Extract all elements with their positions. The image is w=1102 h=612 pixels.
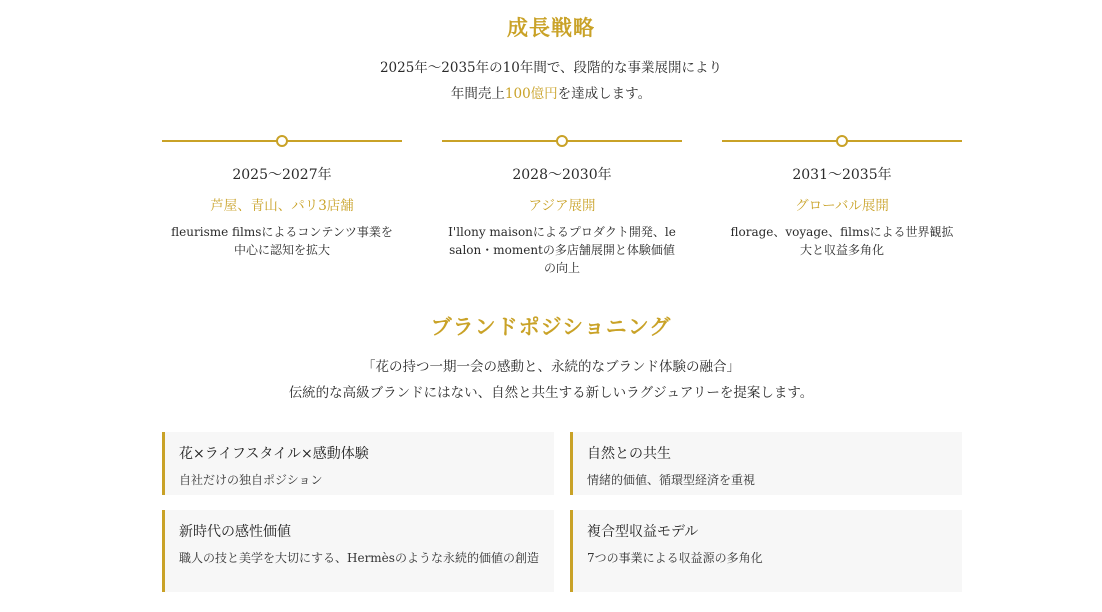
card-description: 情緒的価値、循環型経済を重視 (587, 473, 756, 487)
card-title: 花×ライフスタイル×感動体験 (179, 446, 369, 462)
timeline-dot-icon (276, 135, 288, 147)
phase-description: fleurisme filmsによるコンテンツ事業を中心に認知を拡大 (171, 225, 393, 257)
phase-description: I'llony maisonによるプロダクト開発、le salon・momentの多店舗展開と体験価値の向上 (448, 225, 676, 275)
phase-title: グローバル展開 (795, 198, 889, 214)
positioning-card-1 (162, 432, 554, 495)
revenue-target-highlight: 100億円 (504, 86, 558, 102)
growth-intro-line2 (0, 81, 1102, 107)
timeline-dot-icon (556, 135, 568, 147)
phase-2 (442, 134, 682, 277)
brand-positioning-title: ブランドポジショニング (430, 314, 672, 339)
card-description: 自社だけの独自ポジション (179, 473, 323, 487)
phase-description: florage、voyage、filmsによる世界観拡大と収益多角化 (730, 225, 954, 257)
card-description: 職人の技と美学を大切にする、Hermèsのような永続的価値の創造 (179, 551, 539, 565)
intro-line2-prefix: 年間売上 (450, 86, 505, 102)
timeline-line (722, 134, 962, 148)
timeline-dot-icon (836, 135, 848, 147)
phase-title: 芦屋、青山、パリ3店舗 (210, 198, 354, 214)
positioning-statement: 伝統的な高級ブランドにはない、自然と共生する新しいラグジュアリーを提案します。 (288, 385, 814, 401)
timeline-line (442, 134, 682, 148)
positioning-quote: 「花の持つ一期一会の感動と、永続的なブランド体験の融合」 (362, 359, 740, 375)
phase-years: 2031〜2035年 (792, 167, 892, 183)
card-title: 自然との共生 (587, 446, 671, 462)
growth-intro (0, 55, 1102, 107)
positioning-card-4 (570, 510, 962, 592)
positioning-card-2 (570, 432, 962, 495)
phase-years: 2028〜2030年 (512, 167, 612, 183)
card-description: 7つの事業による収益源の多角化 (587, 551, 763, 565)
phase-years: 2025〜2027年 (232, 167, 332, 183)
phase-title: アジア展開 (528, 198, 596, 214)
growth-strategy-title: 成長戦略 (507, 15, 595, 40)
card-title: 新時代の感性価値 (179, 524, 291, 540)
card-title: 複合型収益モデル (587, 524, 699, 540)
growth-intro-line1: 2025年〜2035年の10年間で、段階的な事業展開により (379, 60, 723, 76)
intro-line2-suffix: を達成します。 (557, 86, 652, 102)
phase-3 (722, 134, 962, 259)
phase-1 (162, 134, 402, 259)
timeline-line (162, 134, 402, 148)
positioning-intro (0, 354, 1102, 406)
positioning-card-3 (162, 510, 554, 592)
